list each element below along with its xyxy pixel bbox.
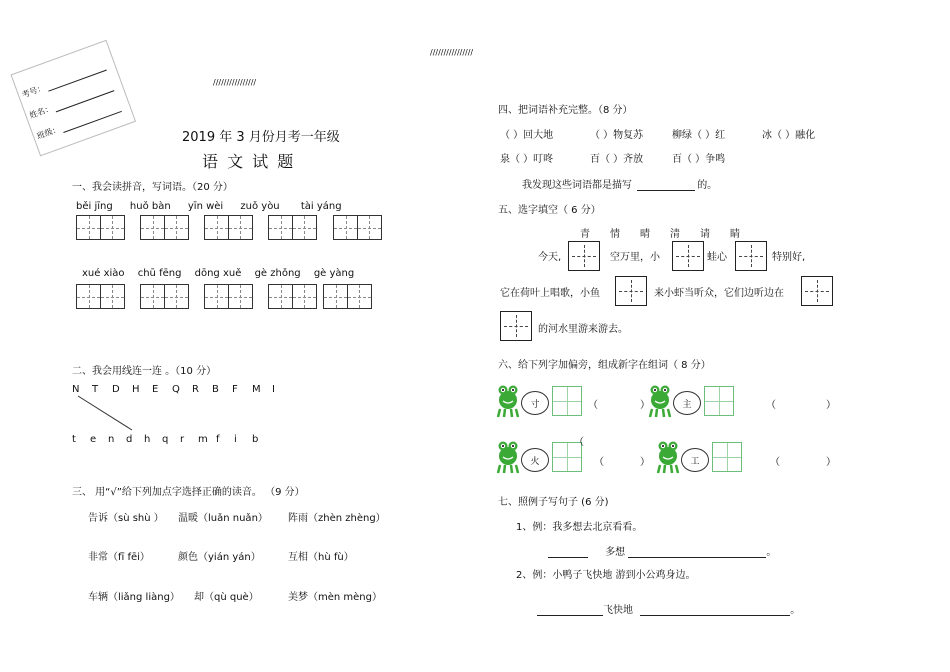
pinyin-gezhong: gè zhǒng bbox=[254, 268, 301, 279]
letter-n: n bbox=[108, 434, 115, 445]
pinyin-taiyang: tài yáng bbox=[300, 201, 342, 212]
pinyin-xuexiao: xué xiào bbox=[82, 268, 125, 279]
pinyin-row2 bbox=[82, 268, 354, 279]
radical-circle-2: 主 bbox=[673, 391, 701, 415]
letter-d: d bbox=[126, 434, 133, 445]
letter-R: R bbox=[192, 384, 199, 395]
radical-circle-4: 工 bbox=[681, 448, 709, 472]
exam-title: 2019 年 3 月份月考一年级 bbox=[182, 130, 340, 145]
choice-qing4: 清 bbox=[670, 229, 680, 240]
section7-heading: 七、照例子写句子 (6 分) bbox=[498, 497, 609, 508]
pinyin-zuoyou: zuǒ yòu bbox=[240, 201, 280, 212]
paren-open-3: （ bbox=[594, 457, 604, 468]
write-box-7[interactable] bbox=[140, 284, 189, 309]
section3-heading: 三、 用“√”给下列加点字选择正确的读音。 （9 分） bbox=[72, 487, 305, 498]
pinyin-chufeng: chū fēng bbox=[137, 268, 182, 279]
section2-heading: 二、我会用线连一连 。（10 分） bbox=[72, 366, 217, 377]
paren-open-2: （ bbox=[766, 400, 776, 411]
write-box-2[interactable] bbox=[140, 215, 189, 240]
write-box-5[interactable] bbox=[333, 215, 382, 240]
describe-suffix: 的。 bbox=[697, 180, 718, 191]
frog-icon bbox=[496, 440, 520, 474]
char-box-4[interactable] bbox=[615, 276, 647, 306]
pron-item-3-3[interactable]: 美梦（mèn mèng） bbox=[288, 592, 382, 603]
paren-open-3a: （ bbox=[574, 437, 584, 448]
letter-t: t bbox=[72, 434, 76, 445]
s3-text: 的河水里游来游去。 bbox=[538, 324, 628, 335]
pron-item-1-1[interactable]: 告诉（sù shù ） bbox=[88, 513, 164, 524]
char-box-1[interactable] bbox=[568, 241, 600, 271]
char-choices bbox=[580, 225, 760, 240]
write-box-3[interactable] bbox=[204, 215, 253, 240]
example-1: 1、例：我多想去北京看看。 bbox=[516, 522, 643, 533]
candidate-stamp bbox=[10, 40, 133, 154]
pron-item-2-2[interactable]: 颜色（yián yán） bbox=[178, 552, 261, 563]
letter-D: D bbox=[112, 384, 120, 395]
letter-N: N bbox=[72, 384, 80, 395]
fill-word-5[interactable]: 泉（ ）叮咚 bbox=[500, 154, 554, 165]
letter-I: I bbox=[272, 384, 275, 395]
answer-mid-1: 多想 bbox=[605, 547, 626, 558]
section4-heading: 四、把词语补充完整。（8 分） bbox=[498, 105, 633, 116]
s1-part4: 特别好, bbox=[772, 252, 806, 263]
write-box-4[interactable] bbox=[268, 215, 317, 240]
choice-qing1: 青 bbox=[580, 229, 590, 240]
letter-B: B bbox=[212, 384, 219, 395]
s1-part1: 今天, bbox=[538, 252, 562, 263]
paren-close-2: ） bbox=[826, 400, 836, 411]
write-box-6[interactable] bbox=[76, 284, 125, 309]
letter-b: b bbox=[252, 434, 259, 445]
paren-open-1: （ bbox=[588, 400, 598, 411]
letter-q: q bbox=[162, 434, 169, 445]
pinyin-row1 bbox=[76, 201, 342, 212]
paren-close-3: ） bbox=[640, 457, 650, 468]
answer-mid-2: 飞快地 bbox=[603, 605, 633, 616]
char-box-3[interactable] bbox=[735, 241, 767, 271]
choice-qing3: 晴 bbox=[640, 229, 650, 240]
fill-word-6[interactable]: 百（ ）齐放 bbox=[590, 154, 644, 165]
answer-blank-2b[interactable] bbox=[640, 604, 790, 616]
period-1: 。 bbox=[766, 547, 777, 558]
write-box-9[interactable] bbox=[268, 284, 317, 309]
pinyin-geyang: gè yàng bbox=[313, 268, 355, 279]
pron-item-3-1[interactable]: 车辆（liǎng liàng） bbox=[88, 592, 180, 603]
pron-item-1-3[interactable]: 阵雨（zhèn zhèng） bbox=[288, 513, 386, 524]
pron-item-2-3[interactable]: 互相（hù fù） bbox=[288, 552, 354, 563]
letter-H: H bbox=[132, 384, 140, 395]
period-2: 。 bbox=[790, 605, 801, 616]
pron-item-2-1[interactable]: 非常（fī fēi） bbox=[88, 552, 150, 563]
fill-word-3[interactable]: 柳绿（ ）红 bbox=[672, 130, 726, 141]
new-char-box-4[interactable] bbox=[712, 442, 742, 472]
section5-heading: 五、选字填空（ 6 分） bbox=[498, 205, 601, 216]
radical-circle-3: 火 bbox=[521, 448, 549, 472]
describe-prefix: 我发现这些词语都是描写 bbox=[522, 180, 632, 191]
answer-blank-1a[interactable] bbox=[548, 546, 588, 558]
radical-circle-1: 寸 bbox=[521, 391, 549, 415]
s1-part2: 空万里，小 bbox=[610, 252, 660, 263]
pron-item-3-2[interactable]: 却（qù què） bbox=[194, 592, 259, 603]
pinyin-dongxue: dōng xuě bbox=[194, 268, 242, 279]
pinyin-beijing: běi jīng bbox=[76, 201, 113, 212]
letter-T: T bbox=[92, 384, 99, 395]
fill-word-4[interactable]: 冰（ ）融化 bbox=[762, 130, 816, 141]
write-box-1[interactable] bbox=[76, 215, 125, 240]
frog-icon bbox=[648, 384, 672, 418]
lower-letters bbox=[72, 434, 270, 445]
slashes-left: //////////////// bbox=[213, 78, 257, 87]
pron-item-1-2[interactable]: 温暖（luǎn nuǎn） bbox=[178, 513, 268, 524]
answer-line-1 bbox=[548, 543, 776, 558]
choice-jing: 睛 bbox=[730, 229, 740, 240]
letter-f: f bbox=[216, 434, 220, 445]
s2-part2: 来小虾当听众，它们边听边在 bbox=[654, 288, 784, 299]
choice-qing2: 情 bbox=[610, 229, 620, 240]
stamp-label-id: 考号： bbox=[20, 82, 47, 100]
new-char-box-2[interactable] bbox=[704, 386, 734, 416]
fill-word-1[interactable]: （ ）回大地 bbox=[500, 130, 554, 141]
letter-M: M bbox=[252, 384, 261, 395]
choice-qing5: 请 bbox=[700, 229, 710, 240]
slashes-top: //////////////// bbox=[430, 48, 474, 57]
s2-part1: 它在荷叶上唱歌，小鱼 bbox=[500, 288, 600, 299]
section1-heading: 一、我会读拼音，写词语。（20 分） bbox=[72, 182, 233, 193]
fill-word-7[interactable]: 百（ ）争鸣 bbox=[672, 154, 726, 165]
letter-e: e bbox=[90, 434, 97, 445]
write-box-8[interactable] bbox=[204, 284, 253, 309]
describe-line bbox=[522, 176, 717, 191]
exam-subtitle: 语 文 试 题 bbox=[202, 152, 296, 171]
answer-blank-2a[interactable] bbox=[537, 604, 603, 616]
paren-close-1: ） bbox=[640, 400, 650, 411]
letter-h: h bbox=[144, 434, 151, 445]
frog-icon bbox=[496, 384, 520, 418]
paren-close-4: ） bbox=[826, 457, 836, 468]
paren-open-4: （ bbox=[770, 457, 780, 468]
stamp-label-class: 班级： bbox=[35, 124, 62, 141]
pinyin-huoban: huǒ bàn bbox=[129, 201, 171, 212]
fill-word-2[interactable]: （ ）物复苏 bbox=[590, 130, 644, 141]
letter-Q: Q bbox=[172, 384, 180, 395]
stamp-label-name: 姓名： bbox=[28, 103, 54, 121]
pinyin-yinwei: yīn wèi bbox=[187, 201, 224, 212]
letter-i: i bbox=[234, 434, 237, 445]
char-box-2[interactable] bbox=[672, 241, 704, 271]
new-char-box-1[interactable] bbox=[552, 386, 582, 416]
letter-m: m bbox=[198, 434, 208, 445]
answer-blank-1b[interactable] bbox=[628, 546, 766, 558]
example-2: 2、例：小鸭子飞快地 游到小公鸡身边。 bbox=[516, 570, 696, 581]
section6-heading: 六、给下列字加偏旁，组成新字在组词（ 8 分） bbox=[498, 360, 711, 371]
char-box-5[interactable] bbox=[801, 276, 833, 306]
letter-r: r bbox=[180, 434, 185, 445]
frog-icon bbox=[656, 440, 680, 474]
answer-line-2 bbox=[537, 601, 800, 616]
letter-E: E bbox=[152, 384, 159, 395]
letter-F: F bbox=[232, 384, 238, 395]
describe-blank[interactable] bbox=[637, 179, 695, 191]
write-box-10[interactable] bbox=[323, 284, 372, 309]
s1-part3: 蛙心 bbox=[707, 252, 727, 263]
char-box-6[interactable] bbox=[500, 311, 532, 341]
